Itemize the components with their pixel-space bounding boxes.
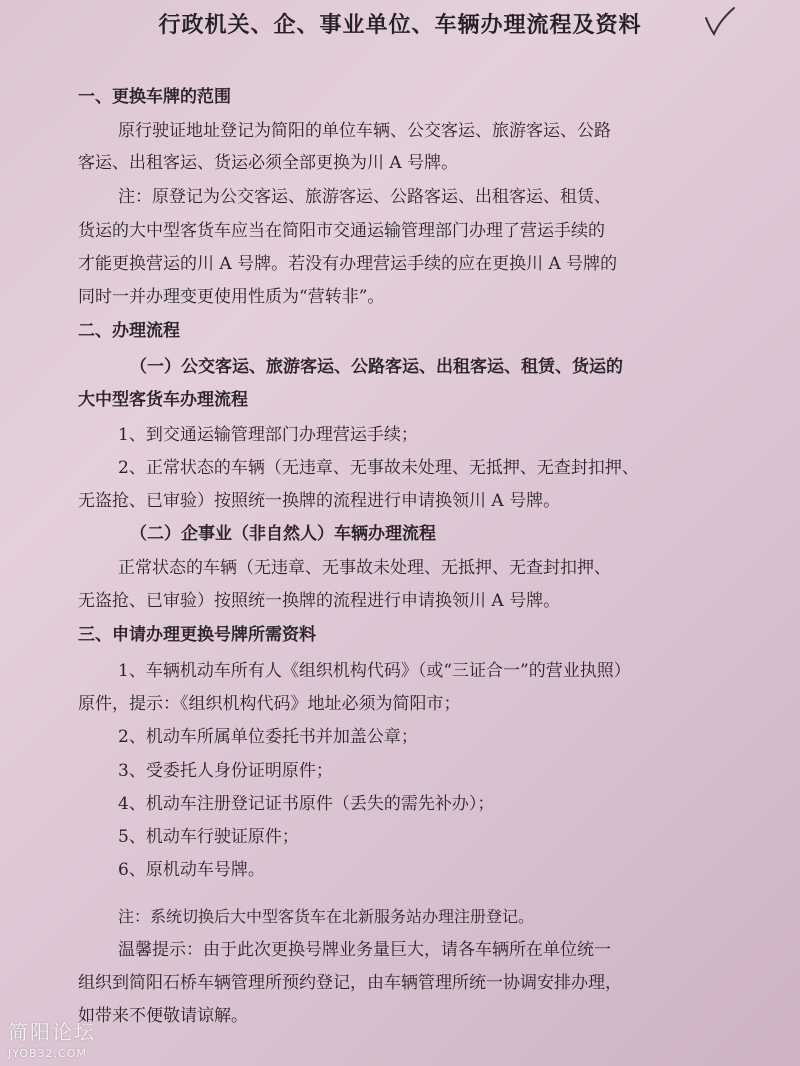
note-line: 才能更换营运的川 A 号牌。若没有办理营运手续的应在更换川 A 号牌的 [78,254,618,274]
subheading-line: （一）公交客运、旅游客运、公路客运、出租客运、租赁、货运的 [130,357,623,377]
site-watermark [8,1016,96,1060]
footer-note: 注：系统切换后大中型客货车在北新服务站办理注册登记。 [118,907,535,926]
paragraph-line: 正常状态的车辆（无违章、无事故未处理、无抵押、无查封扣押、 [118,558,611,578]
subheading-line: 大中型客货车办理流程 [78,390,248,410]
tip-line: 如带来不便敬请谅解。 [78,1006,248,1026]
list-item: 6、原机动车号牌。 [118,860,265,880]
step-line: 1、到交通运输管理部门办理营运手续； [118,425,418,445]
step-line: 无盗抢、已审验）按照统一换牌的流程进行申请换领川 A 号牌。 [78,491,561,511]
paragraph-line: 原行驶证地址登记为简阳的单位车辆、公交客运、旅游客运、公路 [118,121,611,141]
tip-line: 温馨提示：由于此次更换号牌业务量巨大，请各车辆所在单位统一 [118,940,611,960]
note-line: 货运的大中型客货车应当在简阳市交通运输管理部门办理了营运手续的 [78,221,605,241]
handwritten-checkmark-icon [700,4,740,40]
section-heading-materials: 三、申请办理更换号牌所需资料 [78,625,316,645]
step-line: 2、正常状态的车辆（无违章、无事故未处理、无抵押、无查封扣押、 [118,458,639,478]
paragraph-line: 客运、出租客运、货运必须全部更换为川 A 号牌。 [78,153,459,173]
list-item: 5、机动车行驶证原件； [118,827,299,847]
note-line: 同时一并办理变更使用性质为“营转非”。 [78,287,385,307]
watermark-url: JYOB32.COM [8,1047,87,1060]
subheading-line: （二）企事业（非自然人）车辆办理流程 [130,524,436,544]
document-title: 行政机关、企、事业单位、车辆办理流程及资料 [158,13,642,38]
tip-line: 组织到简阳石桥车辆管理所预约登记，由车辆管理所统一协调安排办理， [78,973,622,993]
list-item: 原件，提示：《组织机构代码》地址必须为简阳市； [78,694,461,714]
note-line: 注：原登记为公交客运、旅游客运、公路客运、出租客运、租赁、 [118,187,611,207]
section-heading-process: 二、办理流程 [78,321,180,341]
list-item: 2、机动车所属单位委托书并加盖公章； [118,727,418,747]
paragraph-line: 无盗抢、已审验）按照统一换牌的流程进行申请换领川 A 号牌。 [78,591,561,611]
list-item: 4、机动车注册登记证书原件（丢失的需先补办）； [118,794,495,814]
section-heading-scope: 一、更换车牌的范围 [78,87,231,107]
watermark-name: 简阳论坛 [8,1020,96,1044]
list-item: 3、受委托人身份证明原件； [118,761,333,781]
list-item: 1、车辆机动车所有人《组织机构代码》（或“三证合一”的营业执照） [118,661,631,681]
